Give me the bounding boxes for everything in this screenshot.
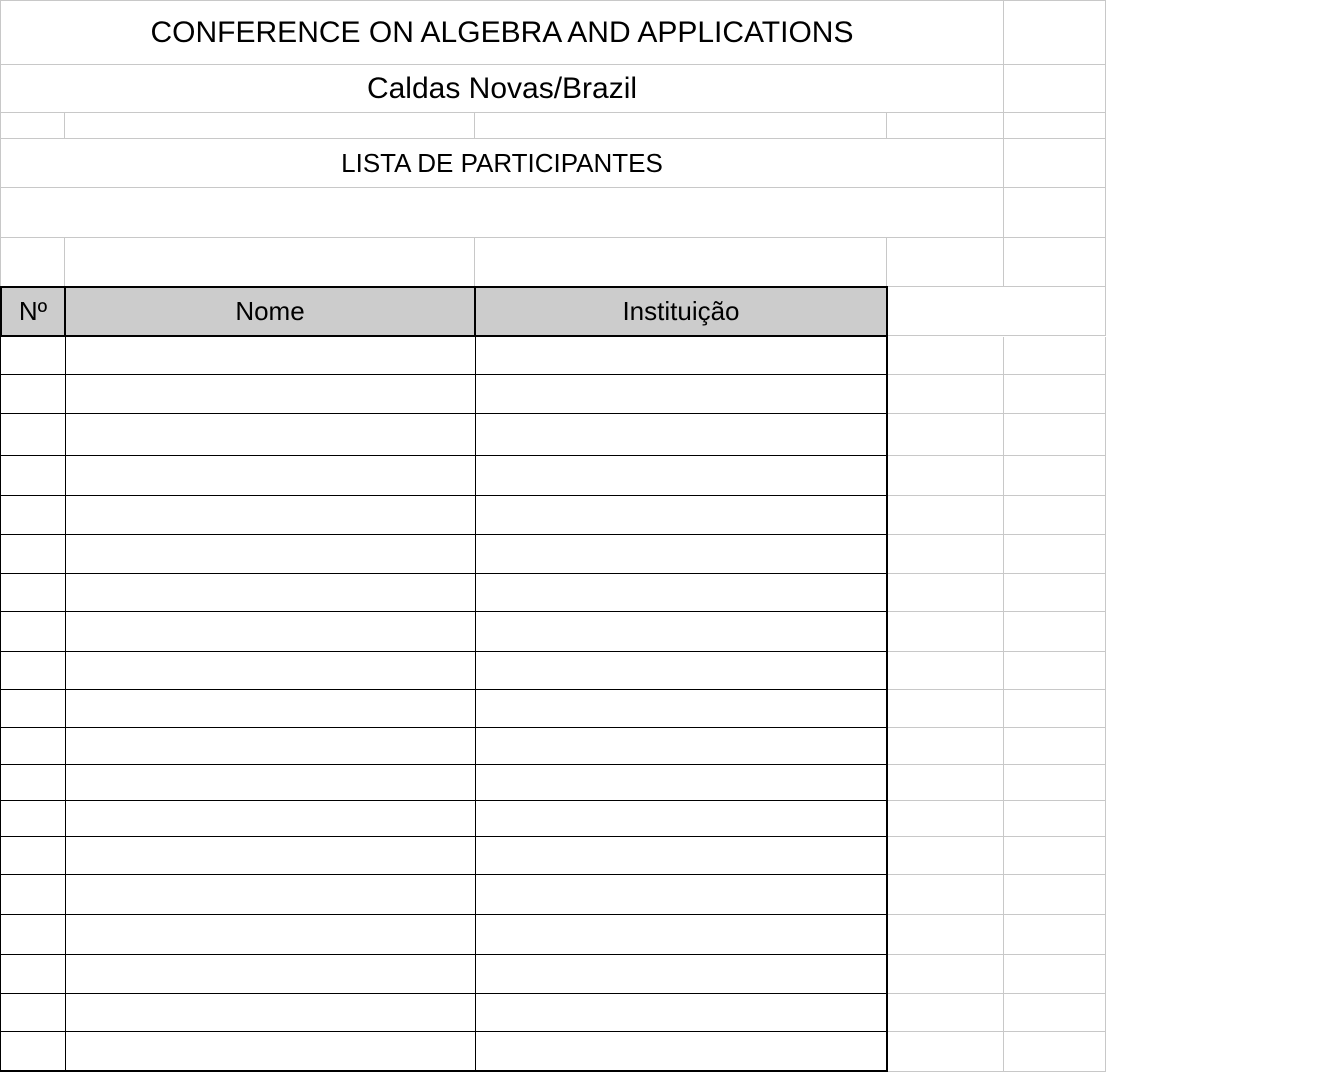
empty-cell[interactable] <box>888 994 1004 1032</box>
cell-institution[interactable] <box>476 875 888 915</box>
cell-number[interactable] <box>0 612 66 652</box>
empty-cell[interactable] <box>475 238 887 287</box>
empty-cell[interactable] <box>1004 65 1106 113</box>
cell-name[interactable] <box>66 690 476 728</box>
empty-cell[interactable] <box>1004 414 1106 456</box>
cell-name[interactable] <box>66 414 476 456</box>
cell-name[interactable] <box>66 652 476 690</box>
cell-name[interactable] <box>66 994 476 1032</box>
cell-institution[interactable] <box>476 837 888 875</box>
empty-cell[interactable] <box>1004 765 1106 801</box>
empty-cell[interactable] <box>1004 456 1106 496</box>
empty-merged-cell[interactable] <box>888 287 1106 336</box>
empty-cell[interactable] <box>1004 994 1106 1032</box>
cell-institution[interactable] <box>476 1032 888 1072</box>
empty-cell[interactable] <box>1004 574 1106 612</box>
conference-title-cell[interactable] <box>0 0 1004 65</box>
empty-cell[interactable] <box>888 955 1004 994</box>
header-number-label: Nº <box>18 296 48 326</box>
cell-institution[interactable] <box>476 801 888 837</box>
cell-name[interactable] <box>66 456 476 496</box>
cell-number[interactable] <box>0 801 66 837</box>
cell-name[interactable] <box>66 765 476 801</box>
empty-cell[interactable] <box>888 456 1004 496</box>
cell-name[interactable] <box>66 801 476 837</box>
empty-cell[interactable] <box>1004 375 1106 414</box>
empty-cell[interactable] <box>0 238 65 287</box>
cell-institution[interactable] <box>476 955 888 994</box>
empty-cell[interactable] <box>888 875 1004 915</box>
cell-name[interactable] <box>66 915 476 955</box>
cell-institution[interactable] <box>476 765 888 801</box>
cell-number[interactable] <box>0 837 66 875</box>
cell-number[interactable] <box>0 414 66 456</box>
header-number[interactable] <box>0 286 66 337</box>
empty-cell[interactable] <box>888 801 1004 837</box>
empty-cell[interactable] <box>1004 113 1106 139</box>
cell-institution[interactable] <box>476 574 888 612</box>
conference-title: CONFERENCE ON ALGEBRA AND APPLICATIONS <box>150 15 854 49</box>
cell-name[interactable] <box>66 612 476 652</box>
cell-number[interactable] <box>0 496 66 535</box>
empty-cell[interactable] <box>888 535 1004 574</box>
empty-cell[interactable] <box>475 113 887 139</box>
cell-number[interactable] <box>0 915 66 955</box>
empty-cell[interactable] <box>65 113 475 139</box>
empty-cell[interactable] <box>888 915 1004 955</box>
header-institution-label: Instituição <box>622 296 740 326</box>
cell-institution[interactable] <box>476 690 888 728</box>
empty-cell[interactable] <box>1004 837 1106 875</box>
header-name-label: Nome <box>235 296 305 326</box>
cell-institution[interactable] <box>476 612 888 652</box>
cell-institution[interactable] <box>476 728 888 765</box>
empty-cell[interactable] <box>888 414 1004 456</box>
empty-cell[interactable] <box>888 728 1004 765</box>
cell-institution[interactable] <box>476 652 888 690</box>
cell-institution[interactable] <box>476 915 888 955</box>
empty-cell[interactable] <box>888 337 1004 375</box>
empty-cell[interactable] <box>888 837 1004 875</box>
cell-name[interactable] <box>66 1032 476 1072</box>
cell-number[interactable] <box>0 690 66 728</box>
cell-number[interactable] <box>0 765 66 801</box>
empty-cell[interactable] <box>1004 955 1106 994</box>
cell-number[interactable] <box>0 955 66 994</box>
empty-cell[interactable] <box>1004 1032 1106 1072</box>
empty-cell[interactable] <box>1004 238 1106 287</box>
empty-cell[interactable] <box>1004 915 1106 955</box>
empty-cell[interactable] <box>1004 612 1106 652</box>
cell-name[interactable] <box>66 955 476 994</box>
empty-cell[interactable] <box>1004 652 1106 690</box>
empty-cell[interactable] <box>1004 139 1106 188</box>
cell-name[interactable] <box>66 728 476 765</box>
cell-number[interactable] <box>0 456 66 496</box>
empty-merged-cell[interactable] <box>0 188 1004 238</box>
header-institution[interactable] <box>476 286 888 337</box>
cell-name[interactable] <box>66 337 476 375</box>
cell-institution[interactable] <box>476 496 888 535</box>
cell-name[interactable] <box>66 375 476 414</box>
list-title: LISTA DE PARTICIPANTES <box>341 147 663 178</box>
cell-number[interactable] <box>0 535 66 574</box>
cell-institution[interactable] <box>476 456 888 496</box>
empty-cell[interactable] <box>65 238 475 287</box>
empty-cell[interactable] <box>888 375 1004 414</box>
cell-name[interactable] <box>66 496 476 535</box>
cell-institution[interactable] <box>476 994 888 1032</box>
empty-cell[interactable] <box>888 1032 1004 1072</box>
empty-cell[interactable] <box>0 113 65 139</box>
cell-number[interactable] <box>0 652 66 690</box>
cell-number[interactable] <box>0 1032 66 1072</box>
empty-cell[interactable] <box>1004 0 1106 65</box>
empty-cell[interactable] <box>1004 801 1106 837</box>
cell-number[interactable] <box>0 994 66 1032</box>
empty-cell[interactable] <box>887 238 1004 287</box>
cell-number[interactable] <box>0 375 66 414</box>
empty-cell[interactable] <box>1004 728 1106 765</box>
cell-institution[interactable] <box>476 375 888 414</box>
empty-cell[interactable] <box>1004 337 1106 375</box>
empty-cell[interactable] <box>1004 875 1106 915</box>
empty-cell[interactable] <box>1004 188 1106 238</box>
cell-institution[interactable] <box>476 414 888 456</box>
empty-cell[interactable] <box>888 612 1004 652</box>
location-cell[interactable] <box>0 65 1004 113</box>
cell-name[interactable] <box>66 535 476 574</box>
cell-institution[interactable] <box>476 337 888 375</box>
cell-number[interactable] <box>0 728 66 765</box>
cell-number[interactable] <box>0 574 66 612</box>
empty-cell[interactable] <box>1004 496 1106 535</box>
empty-cell[interactable] <box>1004 690 1106 728</box>
cell-name[interactable] <box>66 574 476 612</box>
empty-cell[interactable] <box>888 690 1004 728</box>
empty-cell[interactable] <box>1004 535 1106 574</box>
cell-institution[interactable] <box>476 535 888 574</box>
cell-name[interactable] <box>66 837 476 875</box>
conference-location: Caldas Novas/Brazil <box>366 71 638 105</box>
cell-name[interactable] <box>66 875 476 915</box>
list-title-cell[interactable] <box>0 139 1004 188</box>
empty-cell[interactable] <box>888 652 1004 690</box>
cell-number[interactable] <box>0 337 66 375</box>
header-name[interactable] <box>66 286 476 337</box>
empty-cell[interactable] <box>888 574 1004 612</box>
empty-cell[interactable] <box>887 113 1004 139</box>
cell-number[interactable] <box>0 875 66 915</box>
empty-cell[interactable] <box>888 765 1004 801</box>
empty-cell[interactable] <box>888 496 1004 535</box>
